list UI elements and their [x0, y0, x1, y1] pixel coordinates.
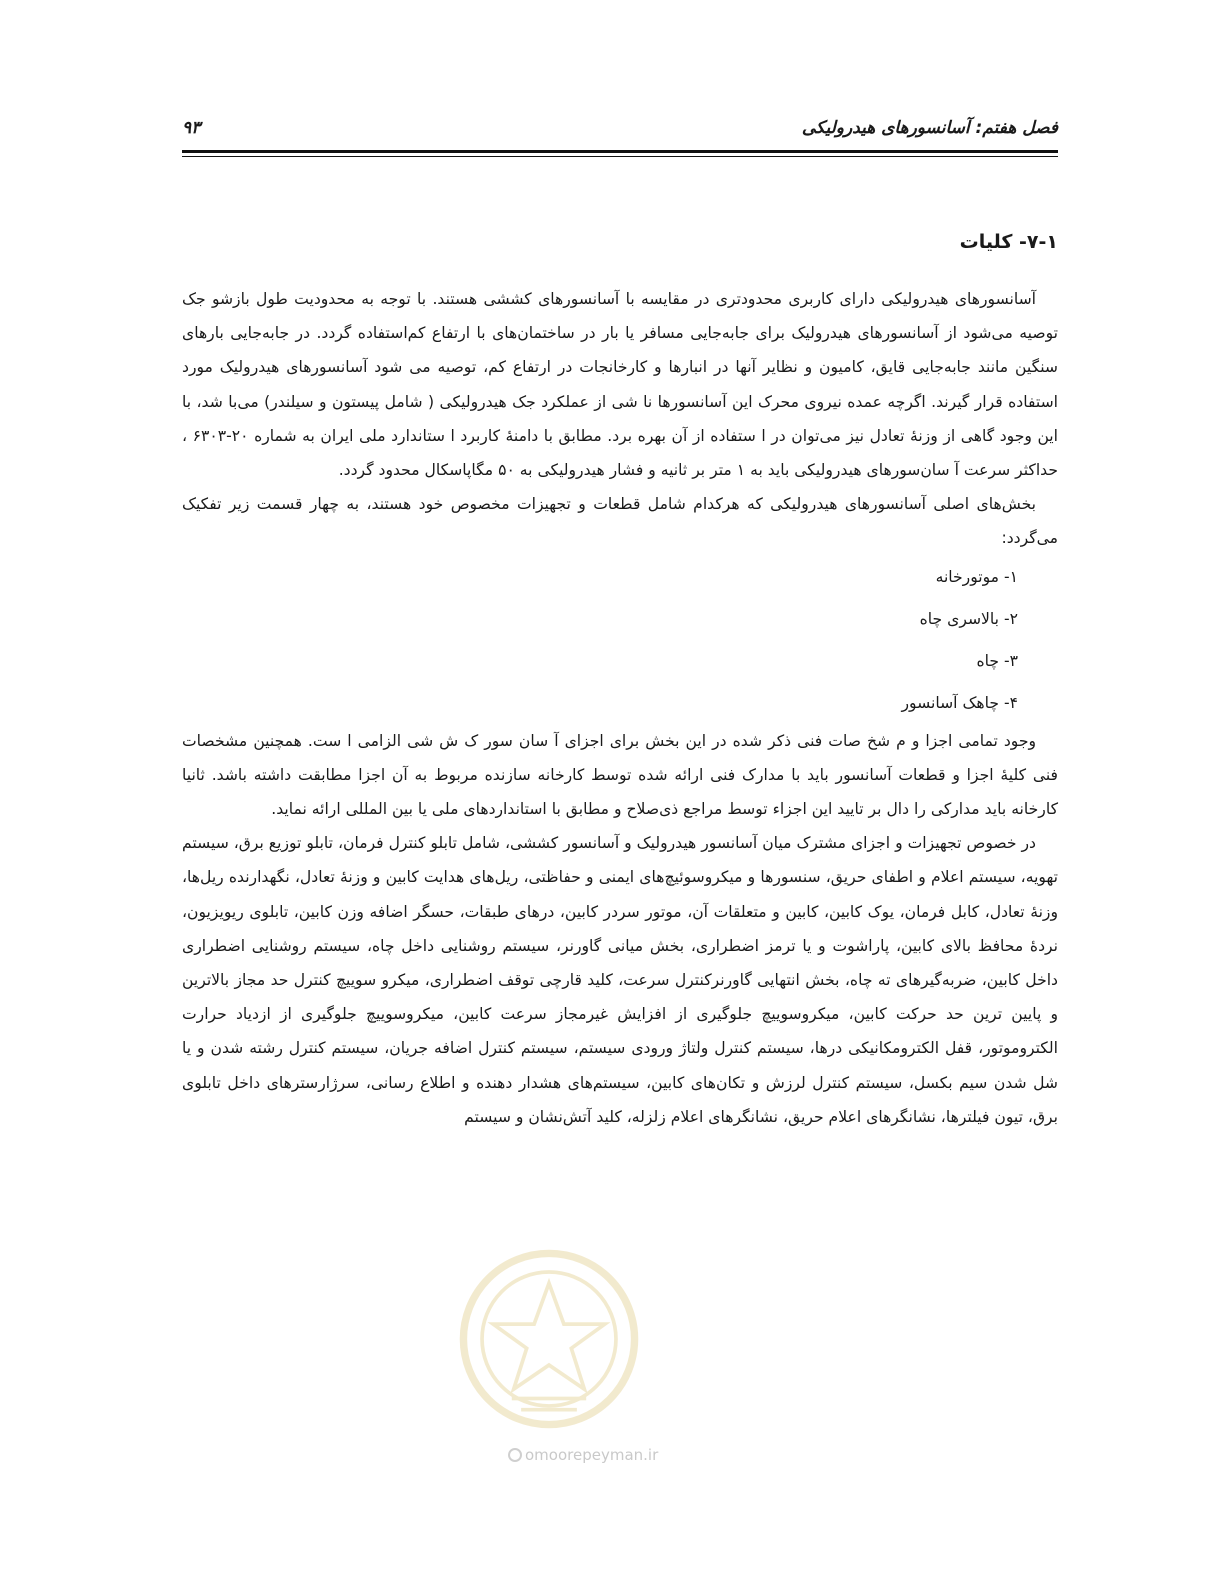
parts-list — [182, 556, 1058, 724]
list-item: ۳- چاه — [976, 651, 1018, 670]
paragraph-shared-components: در خصوص تجهیزات و اجزای مشترک میان آسانسور هیدرولیک و آسانسور کششی، شامل تابلو کنترل فرمان، تابلو توزیع برق، سیستم تهویه، سیستم اعلام و اطفای حریق، سنسورها و میکروسوئیچ‌های ایمنی و حفاظتی، ریل‌های هدایت کابین و وزنهٔ تعادل، نگهدارنده ریل‌ها، وزنهٔ تعادل، کابل فرمان، یوک کابین، کابین و متعلقات آن، موتور سردر کابین، درهای طبقات، حسگر اضافه وزن کابین، تابلوی ریویزیون، نردهٔ محافظ بالای کابین، پاراشوت و یا ترمز اضطراری، بخش میانی گاورنر، سیستم روشنایی داخل چاه، سیستم روشنایی اضطراری داخل کابین، ضربه‌گیرهای ته چاه، بخش انتهایی گاورنرکنترل سرعت، کلید قارچی توقف اضطراری، میکرو سوییچ کنترل حد مجاز بالاترین و پایین ترین حد حرکت کابین، میکروسوییچ جلوگیری از افزایش غیرمجاز سرعت کابین، میکروسوییچ جلوگیری از ازدیاد حرارت الکتروموتور، قفل الکترومکانیکی درها، سیستم کنترل ولتاژ ورودی سیستم، سیستم کنترل اضافه جریان، سیستم کنترل رشته شدن و یا شل شدن سیم بکسل، سیستم کنترل لرزش و تکان‌های کابین، سیستم‌های هشدار دهنده و اطلاع رسانی، سرژارسترهای داخل تابلوی برق، تیون فیلترها، نشانگرهای اعلام حریق، نشانگرهای اعلام زلزله، کلید آتش‌نشان و سیستم — [182, 834, 1058, 1126]
list-item: ۲- بالاسری چاه — [919, 609, 1018, 628]
watermark-text: omoorepeyman.ir — [508, 1446, 658, 1464]
header-rule-thin — [182, 156, 1058, 157]
page-number: ۹۳ — [182, 118, 201, 138]
watermark-at-icon — [508, 1448, 522, 1462]
paragraph-intro: آسانسورهای هیدرولیکی دارای کاربری محدودتری در مقایسه با آسانسورهای کششی هستند. با توجه به محدودیت طول بازشو جک توصیه می‌شود از آسانسورهای هیدرولیک برای جابه‌جایی مسافر یا بار در ساختمان‌های با ارتفاع کم‌استفاده گردد. در جابه‌جایی بارهای سنگین مانند جابه‌جایی قایق، کامیون و نظایر آنها در انبارها و کارخانجات در ارتفاع کم، توصیه می شود آسانسورهای هیدرولیک مورد استفاده قرار گیرند. اگرچه عمده نیروی محرک این آسانسورها نا شی از عملکرد جک هیدرولیکی ( شامل پیستون و سیلندر) می‌با شد، با این وجود گاهی از وزنهٔ تعادل نیز می‌توان در ا ستفاده از آن بهره برد. مطابق با دامنهٔ کاربرد ا ستاندارد ملی ایران به شماره ۲۰-۶۳۰۳ ، حداکثر سرعت آ سان‌سورهای هیدرولیکی باید به ۱ متر بر ثانیه و فشار هیدرولیکی به ۵۰ مگاپاسکال محدود گردد. — [182, 290, 1058, 480]
running-header — [182, 118, 1058, 148]
header-rule-thick — [182, 150, 1058, 153]
watermark-logo-icon — [456, 1246, 642, 1432]
paragraph-specifications: وجود تمامی اجزا و م شخ صات فنی ذکر شده در این بخش برای اجزای آ سان سور ک ش شی الزامی ا ست. همچنین مشخصات فنی کلیهٔ اجزا و قطعات آسانسور باید با مدارک فنی ارائه شده توسط کارخانه سازنده مربوط به آن اجزا مطابقت داشته باشد. ثانیا کارخانه باید مدارکی را دال بر تایید این اجزاء توسط مراجع ذی‌صلاح و مطابق با استانداردهای ملی یا بین المللی ارائه نماید. — [182, 731, 1058, 819]
list-item: ۴- چاهک آسانسور — [901, 693, 1018, 712]
main-content — [182, 224, 1058, 1134]
chapter-title: فصل هفتم: آسانسورهای هیدرولیکی — [801, 118, 1058, 138]
list-item: ۱- موتورخانه — [935, 567, 1018, 586]
paragraph-parts: بخش‌های اصلی آسانسورهای هیدرولیکی که هرکدام شامل قطعات و تجهیزات مخصوص خود هستند، به چهار قسمت زیر تفکیک می‌گردد: — [182, 495, 1058, 548]
section-title: ۷-۱- کلیات — [959, 231, 1058, 253]
